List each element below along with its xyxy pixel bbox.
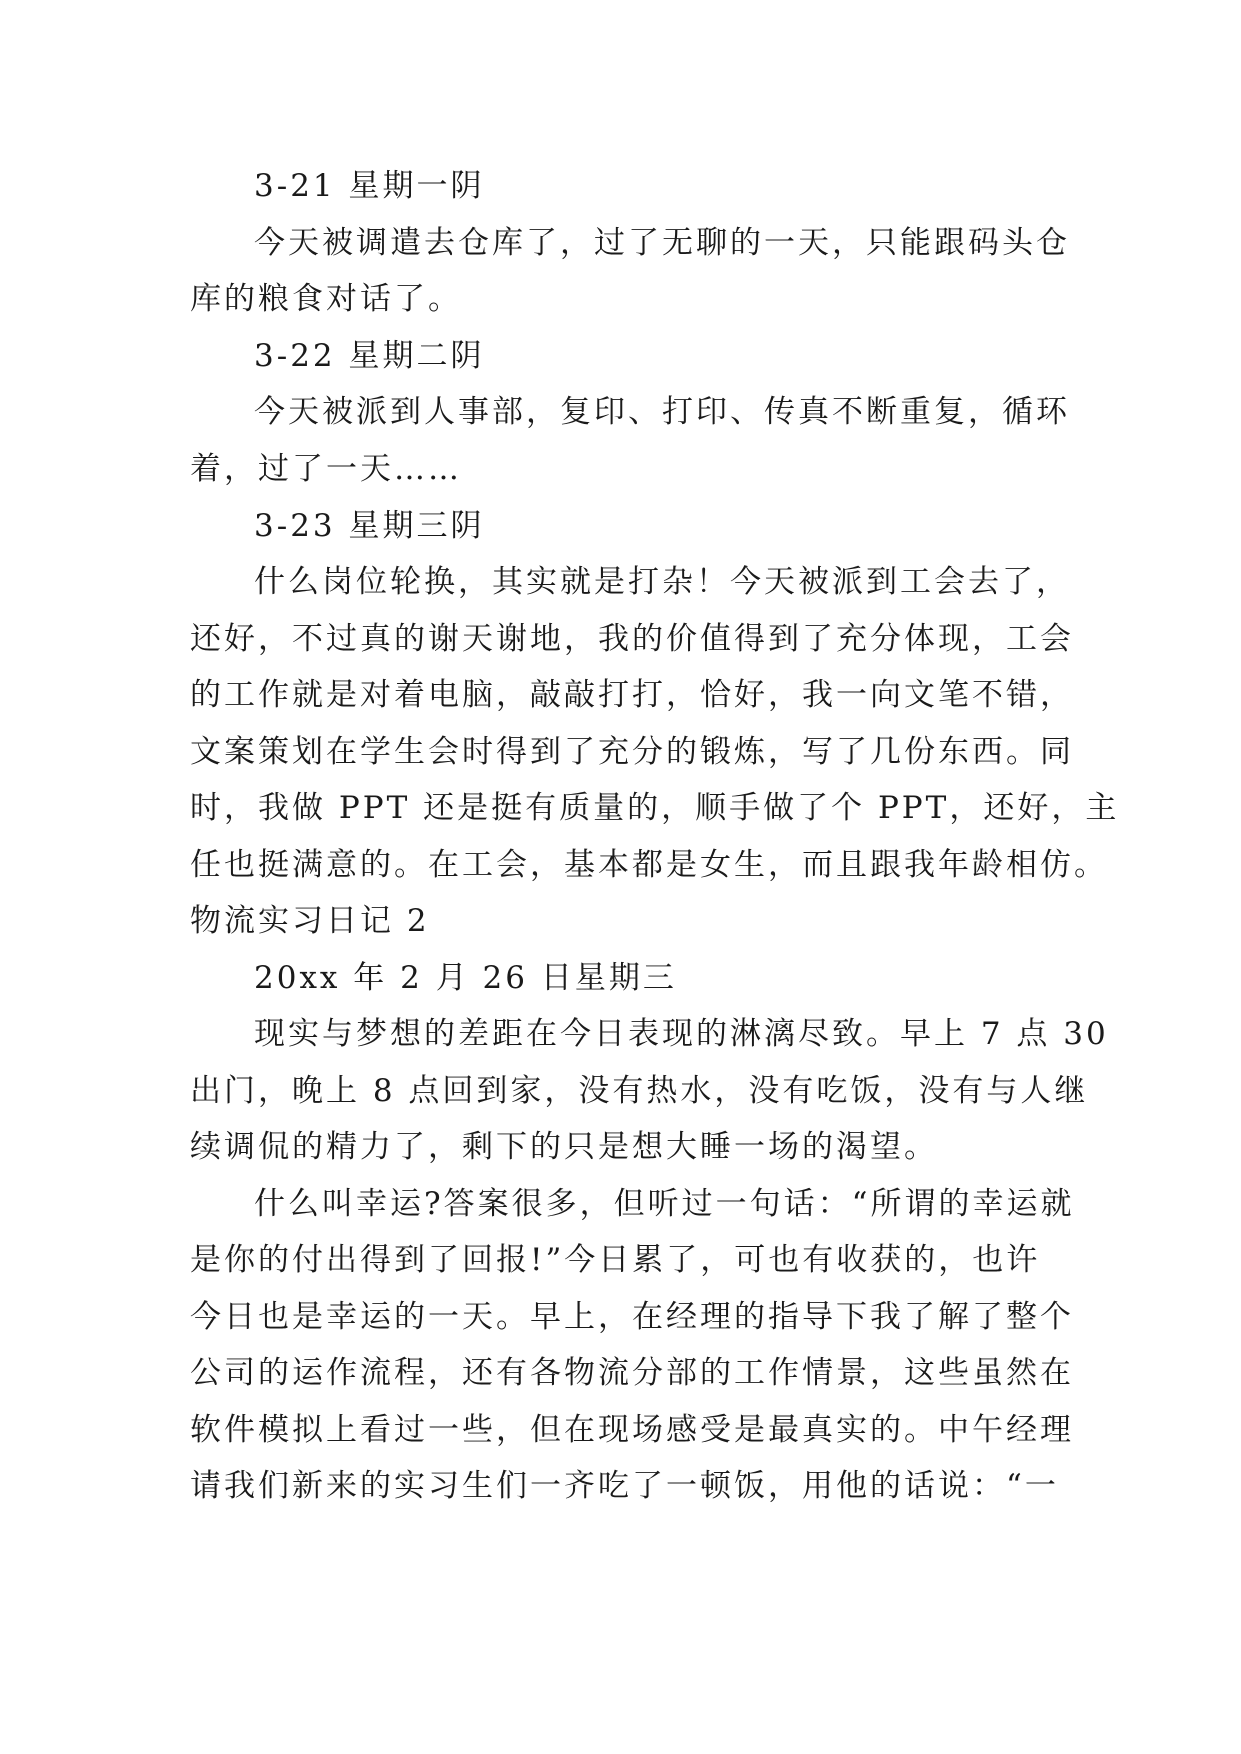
paragraph-line: 出门，晚上 8 点回到家，没有热水，没有吃饭，没有与人继	[190, 1073, 1089, 1109]
paragraph-line: 着，过了一天……	[190, 451, 462, 487]
paragraph-line: 文案策划在学生会时得到了充分的锻炼，写了几份东西。同	[190, 734, 1074, 770]
paragraph-line: 请我们新来的实习生们一齐吃了一顿饭，用他的话说：“一	[190, 1468, 1059, 1504]
paragraph-line: 现实与梦想的差距在今日表现的淋漓尽致。早上 7 点 30	[254, 1016, 1109, 1052]
paragraph-line: 今日也是幸运的一天。早上，在经理的指导下我了解了整个	[190, 1299, 1074, 1335]
section-title: 物流实习日记 2	[190, 903, 430, 939]
paragraph-line: 什么岗位轮换，其实就是打杂！今天被派到工会去了，	[254, 564, 1070, 600]
paragraph-line: 软件模拟上看过一些，但在现场感受是最真实的。中午经理	[190, 1412, 1074, 1448]
paragraph-line: 的工作就是对着电脑，敲敲打打，恰好，我一向文笔不错，	[190, 677, 1074, 713]
entry-date-3-21: 3-21 星期一阴	[254, 168, 485, 204]
paragraph-line: 库的粮食对话了。	[190, 281, 462, 317]
entry-date-3-23: 3-23 星期三阴	[254, 508, 485, 544]
paragraph-line: 时，我做 PPT 还是挺有质量的，顺手做了个 PPT，还好，主	[190, 790, 1120, 826]
entry-date-3-22: 3-22 星期二阴	[254, 338, 485, 374]
paragraph-line: 公司的运作流程，还有各物流分部的工作情景，这些虽然在	[190, 1355, 1074, 1391]
paragraph-line: 任也挺满意的。在工会，基本都是女生，而且跟我年龄相仿。	[190, 847, 1108, 883]
paragraph-line: 今天被调遣去仓库了，过了无聊的一天，只能跟码头仓	[254, 225, 1070, 261]
paragraph-line: 续调侃的精力了，剩下的只是想大睡一场的渴望。	[190, 1129, 938, 1165]
paragraph-line: 还好，不过真的谢天谢地，我的价值得到了充分体现，工会	[190, 621, 1074, 657]
paragraph-line: 今天被派到人事部，复印、打印、传真不断重复，循环	[254, 394, 1070, 430]
paragraph-line: 是你的付出得到了回报!”今日累了，可也有收获的，也许	[190, 1242, 1041, 1278]
entry-date-2-26: 20xx 年 2 月 26 日星期三	[254, 960, 677, 996]
paragraph-line: 什么叫幸运?答案很多，但听过一句话：“所谓的幸运就	[254, 1186, 1075, 1222]
